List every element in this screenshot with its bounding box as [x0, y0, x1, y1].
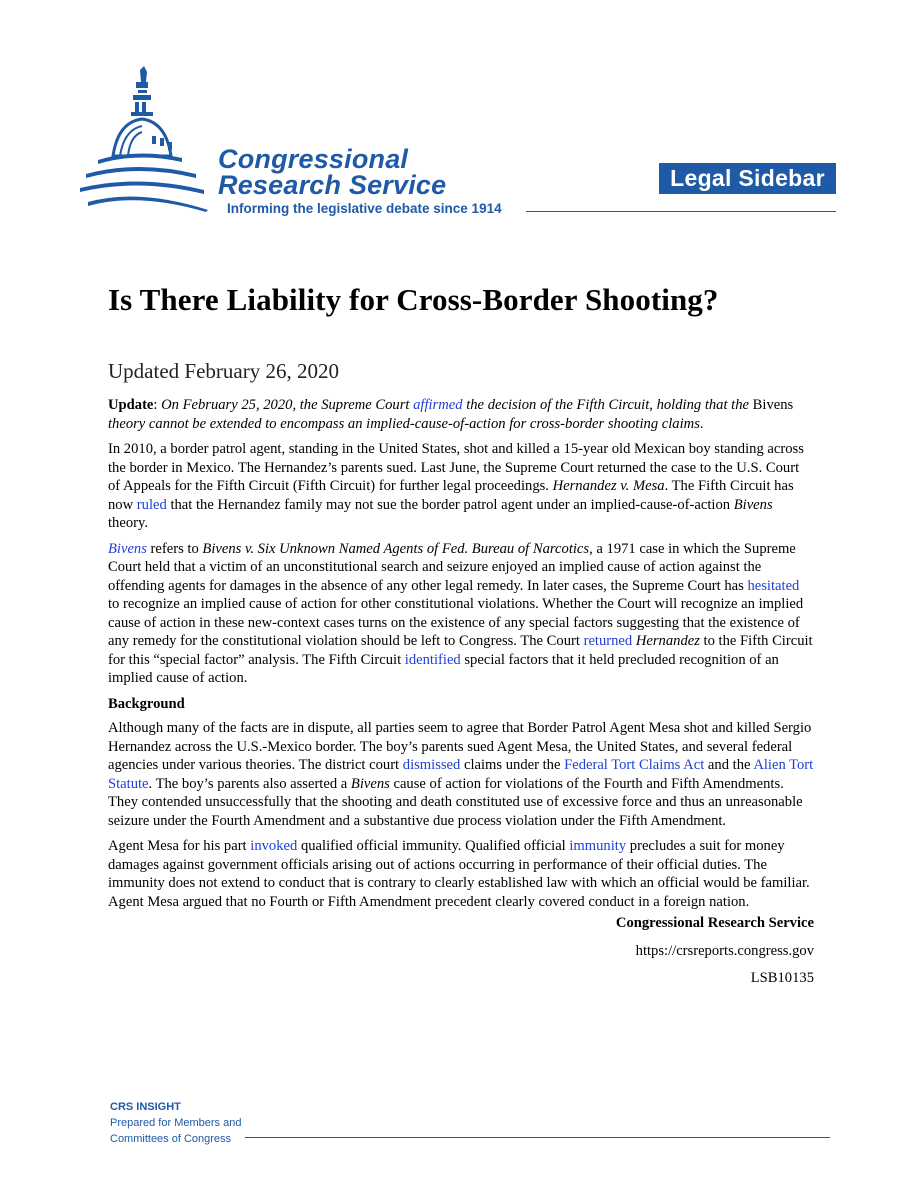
footer-label: CRS INSIGHT	[110, 1101, 181, 1113]
report-url[interactable]: https://crsreports.congress.gov	[635, 942, 814, 959]
legal-sidebar-badge: Legal Sidebar	[659, 163, 836, 194]
tagline-rule	[526, 211, 836, 212]
link-alien-tort-statute[interactable]: Alien Tort Statute	[108, 757, 814, 792]
link-invoked[interactable]: invoked	[250, 838, 298, 854]
link-bivens[interactable]	[108, 541, 147, 557]
text: qualified official immunity. Qualified official	[297, 838, 570, 854]
update-label: Update	[108, 397, 154, 413]
footer-line1: Prepared for Members and	[110, 1117, 242, 1129]
link-returned[interactable]: returned	[583, 633, 633, 649]
text: claims under the	[460, 757, 565, 773]
case-name: Hernandez	[635, 633, 700, 649]
footer-rule	[245, 1137, 830, 1138]
text-bivens: Bivens	[752, 397, 794, 413]
text: In 2010, a border patrol agent, standing in the United States, shot and killed a 15-year old Mexican boy standing across the border in Mexico. The Hernandez’s parents sued. Last June, the Supreme Court returned the case to the U.S. Court of Appeals for the Fifth Circuit (Fifth Circuit) for further legal proceedings.	[108, 441, 804, 494]
report-info	[108, 914, 814, 988]
org-name	[218, 146, 446, 198]
updated-date: Updated February 26, 2020	[108, 359, 339, 383]
tagline: Informing the legislative debate since 1914	[227, 201, 502, 216]
text: Although many of the facts are in dispute, all parties seem to agree that Border Patrol Agent Mesa shot and killed Sergio Hernandez across the U.S.-Mexico border. The boy’s parents sued Agent Mesa, the United States, and several federal agencies under various theories. The district court	[108, 720, 812, 773]
case-name: Bivens	[350, 775, 390, 792]
page-footer	[110, 1099, 241, 1147]
org-name-line1: Congressional	[218, 144, 409, 174]
page-header	[0, 0, 920, 240]
text: Agent Mesa for his part	[108, 838, 251, 854]
paragraph-2	[108, 540, 814, 688]
text: and the	[704, 757, 754, 773]
org-name-line2: Research Service	[218, 170, 447, 200]
text: special factors that it held precluded recognition of an implied cause of action.	[108, 651, 779, 686]
case-name: Bivens	[733, 496, 773, 513]
text: the decision of the Fifth Circuit, holding that the	[462, 397, 753, 413]
link-dismissed[interactable]: dismissed	[402, 757, 461, 773]
update-note	[108, 396, 814, 433]
paragraph-4	[108, 837, 814, 911]
text: cause of action for violations of the Fourth and Fifth Amendments. They contended unsuccessfully that the shooting and death constituted use of excessive force and thus an unreasonable seizure under the Fourth Amendment and a substantive due process violation under the Fifth Amendment.	[108, 775, 803, 829]
case-name: Hernandez v. Mesa	[552, 478, 665, 494]
link-immunity[interactable]: immunity	[569, 838, 627, 854]
report-id: LSB10135	[750, 970, 814, 986]
capitol-dome-icon	[78, 64, 218, 214]
footer-line2: Committees of Congress	[110, 1133, 232, 1145]
link-bivens-text[interactable]: Bivens	[108, 540, 147, 557]
text: , a 1971 case in which the Supreme Court held that a victim of an unconstitutional search and seizure enjoyed an implied cause of action against the offending agents for damages in the absence of any other legal remedy. In later cases, the Supreme Court has	[108, 540, 796, 594]
section-heading-background: Background	[108, 695, 185, 712]
article-body	[108, 396, 814, 997]
paragraph-3	[108, 719, 814, 830]
text: On February 25, 2020, the Supreme Court	[161, 397, 414, 413]
text: to recognize an implied cause of action for other constitutional violations. Whether the Court will recognize an implied cause of action in these new-context cases turns on the existence of any special factors suggesting that the existence of any remedy for the constitutional violation should be left to Congress. The Court	[108, 596, 804, 649]
update-colon: :	[153, 397, 162, 413]
paragraph-1	[108, 440, 814, 533]
text: precludes a suit for money damages against government officials arising out of actions occurring in performance of their official duties. The immunity does not extend to conduct that is contrary to clearly established law with which an official would be familiar. Agent Mesa argued that no Fourth or Fifth Amendment precedent clearly covered conduct in a foreign nation.	[108, 838, 810, 910]
report-org-name: Congressional Research Service	[615, 915, 814, 931]
text: to the Fifth Circuit for this “special factor” analysis. The Fifth Circuit	[108, 633, 813, 668]
text: theory.	[108, 515, 148, 531]
link-hesitated[interactable]: hesitated	[747, 577, 800, 594]
case-name: Bivens v. Six Unknown Named Agents of Fed. Bureau of Narcotics	[202, 540, 590, 557]
text: theory cannot be extended to encompass an implied-cause-of-action for cross-border shooting claims	[108, 415, 700, 432]
text: . The Fifth Circuit has now	[108, 478, 794, 513]
text: that the Hernandez family may not sue the border patrol agent under an implied-cause-of-action	[166, 496, 734, 513]
link-affirmed[interactable]: affirmed	[413, 397, 463, 413]
text: refers to	[146, 540, 203, 557]
page-title: Is There Liability for Cross-Border Shooting?	[108, 282, 719, 317]
text: .	[699, 415, 704, 432]
link-ruled[interactable]: ruled	[136, 496, 167, 513]
link-federal-tort-claims-act[interactable]: Federal Tort Claims Act	[564, 757, 705, 773]
text: . The boy’s parents also asserted a	[148, 775, 351, 792]
link-identified[interactable]: identified	[404, 651, 461, 668]
